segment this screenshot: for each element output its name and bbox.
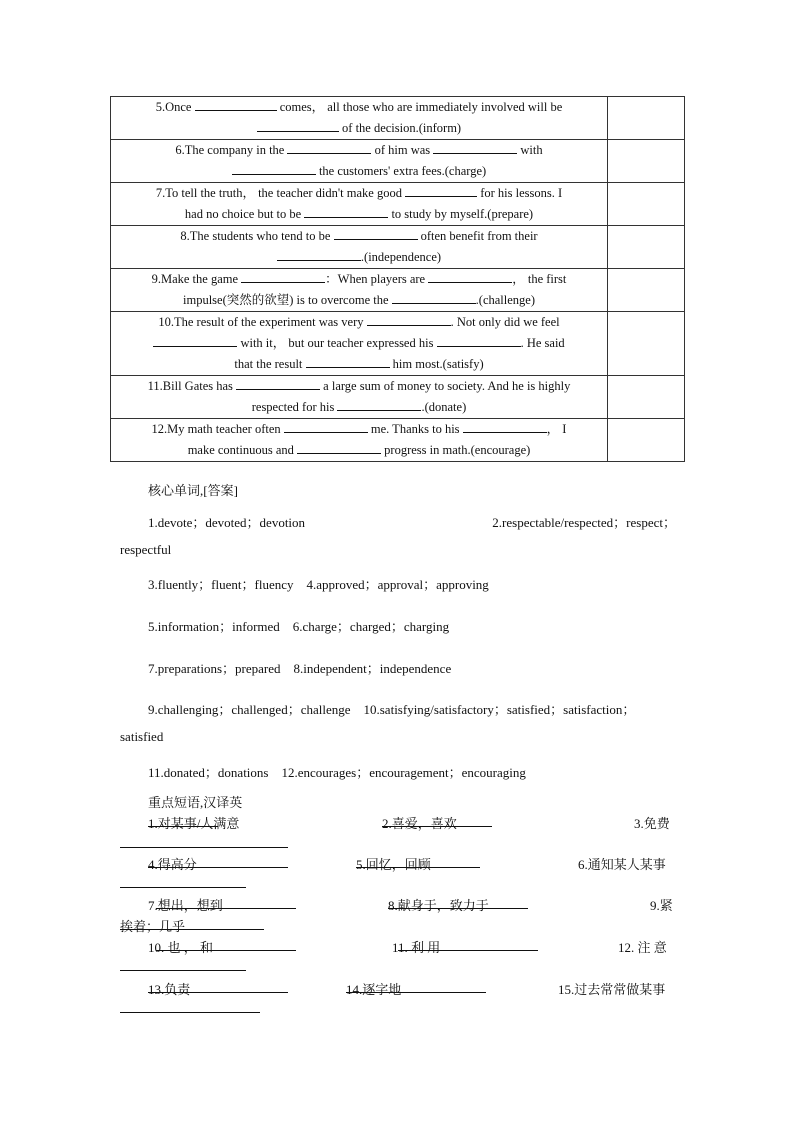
text: 12.My math teacher often <box>151 422 284 436</box>
blank-line[interactable] <box>463 420 547 433</box>
exercise-row <box>111 97 685 140</box>
phrase-row <box>120 979 676 999</box>
phrase-continuation <box>120 916 676 936</box>
phrase-label: 6.通知某人某事 <box>578 857 666 872</box>
answer-cell[interactable] <box>608 183 685 226</box>
text: make continuous and <box>187 443 298 457</box>
exercise-row <box>111 312 685 376</box>
exercise-question <box>111 97 608 140</box>
text: me. Thanks to his <box>367 422 463 436</box>
blank-line[interactable] <box>356 854 480 868</box>
answer-line: respectful <box>120 542 172 557</box>
blank-line[interactable] <box>195 98 277 111</box>
blank-line[interactable] <box>120 834 288 848</box>
answer-line: 5.information；informed 6.charge；charged；charging <box>148 619 450 634</box>
phrase-row <box>120 854 676 874</box>
blank-line[interactable] <box>120 874 246 888</box>
blank-line[interactable] <box>382 813 492 827</box>
blank-line[interactable] <box>346 979 486 993</box>
phrase-label: 9.紧 <box>650 898 673 913</box>
answer-cell[interactable] <box>608 140 685 183</box>
blank-line[interactable] <box>297 441 381 454</box>
blank-line[interactable] <box>306 355 390 368</box>
phrases-heading: 重点短语,汉译英 <box>148 795 243 810</box>
text: . Not only did we feel <box>450 315 560 329</box>
blank-line[interactable] <box>148 854 288 868</box>
blank-line[interactable] <box>334 227 418 240</box>
phrase-label: 1.对某事/人满意 <box>148 816 240 831</box>
blank-line[interactable] <box>120 957 246 971</box>
blank-line[interactable] <box>337 398 421 411</box>
exercise-question <box>111 183 608 226</box>
exercise-question <box>111 312 608 376</box>
exercise-question <box>111 376 608 419</box>
phrase-label: 15.过去常常做某事 <box>558 982 666 997</box>
text: 5.Once <box>155 100 195 114</box>
phrase-label: 2.喜爱，喜欢 <box>382 816 457 831</box>
phrase-label: 挨着；几乎 <box>120 919 186 934</box>
blank-line[interactable] <box>398 937 538 951</box>
phrase-label: 14.逐字地 <box>346 982 402 997</box>
exercise-row <box>111 376 685 419</box>
phrase-label: 12. 注 意 <box>618 940 667 955</box>
blank-line[interactable] <box>148 979 288 993</box>
text: to study by myself.(prepare) <box>388 207 534 221</box>
text: with it， but our teacher expressed his <box>237 336 437 350</box>
answer-line: 11.donated；donations 12.encourages；encouragement；encouraging <box>148 765 526 780</box>
answer-line: 2.respectable/respected；respect； <box>492 515 676 530</box>
text: .(independence) <box>360 250 442 264</box>
answer-line: 3.fluently；fluent；fluency 4.approved；approval；approving <box>148 577 489 592</box>
phrase-label: 7.想出，想到 <box>148 898 223 913</box>
text: .(challenge) <box>475 293 535 307</box>
blank-line[interactable] <box>392 291 476 304</box>
blank-line[interactable] <box>388 895 528 909</box>
phrase-continuation <box>120 957 676 973</box>
text: impulse(突然的欲望) is to overcome the <box>183 293 392 307</box>
answer-cell[interactable] <box>608 226 685 269</box>
exercise-row <box>111 226 685 269</box>
blank-line[interactable] <box>257 119 339 132</box>
phrase-label: 13.负责 <box>148 982 191 997</box>
answer-line: satisfied <box>120 729 164 744</box>
phrase-label: 3.免费 <box>634 816 670 831</box>
answer-cell[interactable] <box>608 97 685 140</box>
phrase-continuation <box>120 834 676 850</box>
phrase-row <box>120 813 676 833</box>
text: progress in math.(encourage) <box>381 443 531 457</box>
text: had no choice but to be <box>184 207 305 221</box>
blank-line[interactable] <box>236 377 320 390</box>
blank-line[interactable] <box>120 999 260 1013</box>
blank-line[interactable] <box>428 270 512 283</box>
text: for his lessons. I <box>477 186 563 200</box>
blank-line[interactable] <box>433 141 517 154</box>
phrase-label: 8.献身于，致力于 <box>388 898 489 913</box>
answer-cell[interactable] <box>608 312 685 376</box>
text: respected for his <box>251 400 338 414</box>
blank-line[interactable] <box>232 162 316 175</box>
text: often benefit from their <box>417 229 538 243</box>
exercise-row <box>111 183 685 226</box>
exercise-question <box>111 269 608 312</box>
exercise-row <box>111 269 685 312</box>
answer-line: 9.challenging；challenged；challenge 10.satisfying/satisfactory；satisfied；satisfaction； <box>148 702 636 717</box>
text: .(donate) <box>421 400 467 414</box>
blank-line[interactable] <box>241 270 325 283</box>
exercise-question <box>111 140 608 183</box>
answer-line: 7.preparations；prepared 8.independent；independence <box>148 661 452 676</box>
blank-line[interactable] <box>120 916 264 930</box>
blank-line[interactable] <box>405 184 477 197</box>
exercise-question <box>111 419 608 462</box>
exercise-row <box>111 140 685 183</box>
answer-cell[interactable] <box>608 419 685 462</box>
text: 6.The company in the <box>175 143 288 157</box>
answers-heading: 核心单词,[答案] <box>148 483 238 498</box>
blank-line[interactable] <box>148 813 218 827</box>
phrase-continuation <box>120 999 676 1017</box>
text: the customers' extra fees.(charge) <box>315 164 487 178</box>
phrase-continuation <box>120 874 676 890</box>
text: 8.The students who tend to be <box>180 229 334 243</box>
text: comes， all those who are immediately involved will be <box>276 100 563 114</box>
text: him most.(satisfy) <box>389 357 484 371</box>
blank-line[interactable] <box>437 334 521 347</box>
exercise-question <box>111 226 608 269</box>
blank-line[interactable] <box>367 313 451 326</box>
phrase-label: 4.得高分 <box>148 857 197 872</box>
answer-cell[interactable] <box>608 376 685 419</box>
answer-cell[interactable] <box>608 269 685 312</box>
blank-line[interactable] <box>304 205 388 218</box>
text: with <box>517 143 543 157</box>
text: . He said <box>520 336 565 350</box>
text: 10.The result of the experiment was very <box>158 315 367 329</box>
text: that the result <box>234 357 306 371</box>
text: 9.Make the game <box>151 272 242 286</box>
answer-line: 1.devote；devoted；devotion <box>148 515 306 530</box>
exercise-table <box>110 96 685 462</box>
blank-line[interactable] <box>287 141 371 154</box>
text: of the decision.(inform) <box>338 121 462 135</box>
blank-line[interactable] <box>156 895 296 909</box>
text: 11.Bill Gates has <box>147 379 237 393</box>
text: ， I <box>546 422 567 436</box>
exercise-row <box>111 419 685 462</box>
phrase-row <box>120 937 676 957</box>
blank-line[interactable] <box>284 420 368 433</box>
text: 7.To tell the truth， the teacher didn't make good <box>155 186 406 200</box>
text: a large sum of money to society. And he is highly <box>320 379 571 393</box>
text: of him was <box>371 143 434 157</box>
phrase-label: 5.回忆，回顾 <box>356 857 431 872</box>
phrase-row <box>120 895 676 915</box>
blank-line[interactable] <box>153 334 237 347</box>
phrase-label: 11. 利 用 <box>392 940 441 955</box>
blank-line[interactable] <box>156 937 296 951</box>
text: ：When players are <box>325 272 429 286</box>
blank-line[interactable] <box>277 248 361 261</box>
phrase-label: 10. 也 ， 和 <box>148 940 214 955</box>
text: ， the first <box>512 272 567 286</box>
